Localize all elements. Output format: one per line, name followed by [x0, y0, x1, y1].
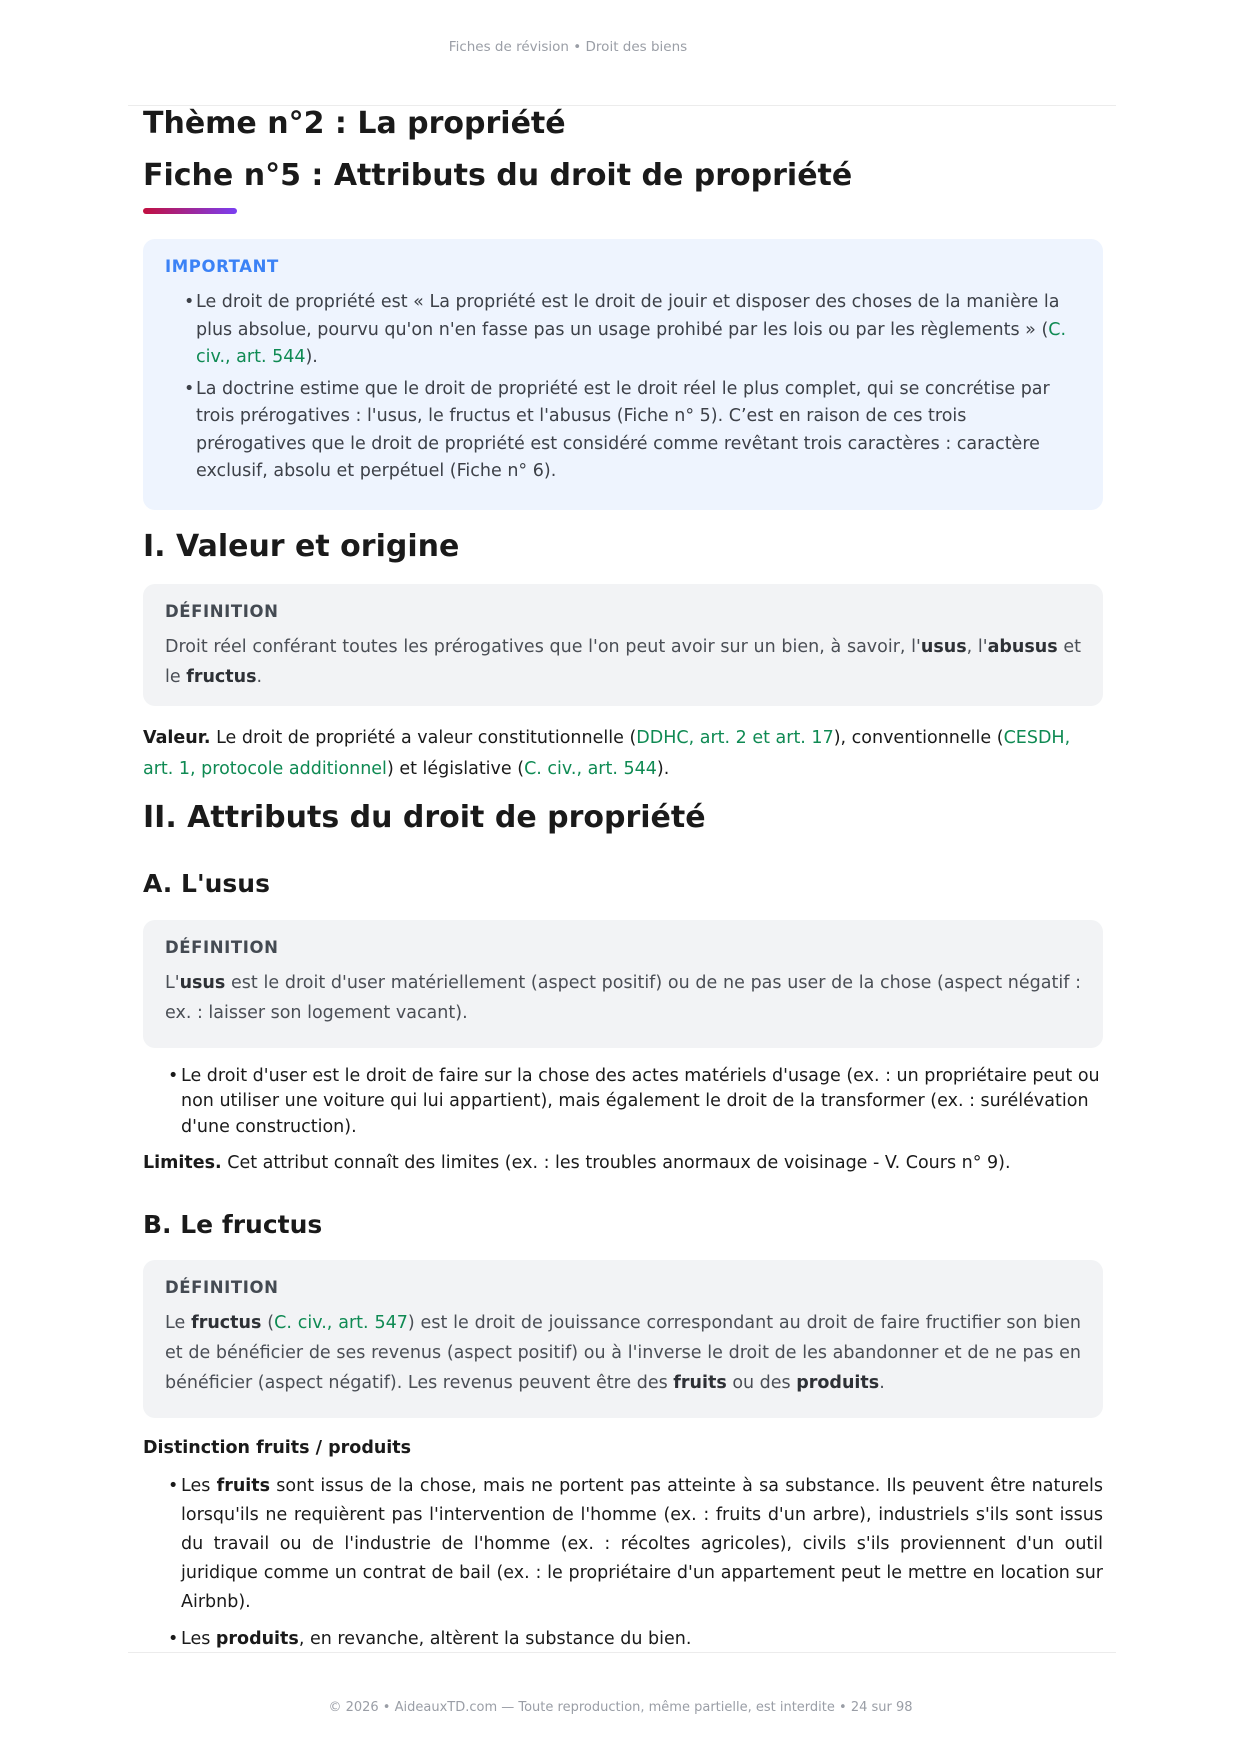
list-item: • Le droit d'user est le droit de faire sur la chose des actes matériels d'usage (ex. : un propriétaire peut ou non utiliser une voiture qui lui appartient), mais également le droit de la transformer (ex. : surélévation d'une construction).: [143, 1064, 1103, 1141]
article-link[interactable]: CESDH, art. 1, protocole additionnel: [143, 727, 1071, 779]
page-header-title: Fiches de révision • Droit des biens: [448, 39, 688, 55]
definition-callout: [143, 920, 1103, 1048]
limites-paragraph: Limites. Cet attribut connaît des limites (ex. : les troubles anormaux de voisinage - V. Cours n° 9).: [143, 1153, 1011, 1173]
subsection-heading: B. Le fructus: [143, 1210, 323, 1239]
definition-callout: [143, 584, 1103, 706]
list-item: • La doctrine estime que le droit de propriété est le droit réel le plus complet, qui se concrétise par trois prérogatives : l'usus, le fructus et l'abusus (Fiche n° 5). C’est en raison de ces trois prérogatives que le droit de propriété est considéré comme revêtant trois caractères : caractère exclusif, absolu et perpétuel (Fiche n° 6).: [165, 376, 1081, 486]
page-footer: © 2026 • AideauxTD.com — Toute reproduction, même partielle, est interdite • 24 sur 98: [328, 1700, 913, 1715]
article-link[interactable]: C. civ., art. 544: [524, 758, 657, 779]
important-label: IMPORTANT: [165, 257, 279, 276]
list-item: • Les fruits sont issus de la chose, mais ne portent pas atteinte à sa substance. Ils peuvent être naturels lorsqu'ils ne requièrent pas l'intervention de l'homme (ex. : fruits d'un arbre), industriels s'ils sont issus du travail ou de l'industrie de l'homme (ex. : récoltes agricoles), civils s'ils proviennent d'un outil juridique comme un contrat de bail (ex. : le propriétaire d'un appartement peut le mettre en location sur Airbnb).: [143, 1472, 1103, 1617]
subsection-heading: A. L'usus: [143, 868, 270, 898]
definition-label: DÉFINITION: [165, 937, 279, 957]
article-link[interactable]: DDHC, art. 2 et art. 17: [636, 727, 834, 748]
section-heading: I. Valeur et origine: [143, 528, 460, 564]
article-link[interactable]: C. civ., art. 547: [274, 1313, 408, 1333]
section-heading: II. Attributs du droit de propriété: [143, 799, 706, 835]
title-accent-bar: [143, 208, 237, 214]
valeur-paragraph: Valeur. Le droit de propriété a valeur constitutionnelle (DDHC, art. 2 et art. 17), conventionnelle (CESDH, art. 1, protocole additionnel) et législative (C. civ., art. 544).: [143, 727, 1071, 779]
important-list: [165, 289, 1081, 486]
list-item: • Le droit de propriété est « La propriété est le droit de jouir et disposer des choses de la manière la plus absolue, pourvu qu'on n'en fasse pas un usage prohibé par les lois ou par les règlements » (C. civ., art. 544).: [165, 289, 1081, 372]
distinction-list: [143, 1472, 1103, 1654]
page-content: [143, 104, 1103, 1662]
footer-divider: [128, 1652, 1116, 1653]
definition-label: DÉFINITION: [165, 601, 279, 621]
definition-callout: [143, 1260, 1103, 1418]
fiche-title: Fiche n°5 : Attributs du droit de propriété: [143, 158, 853, 193]
definition-label: DÉFINITION: [165, 1278, 279, 1297]
article-link[interactable]: C. civ., art. 544: [196, 319, 1067, 367]
list-item: • Les produits, en revanche, altèrent la substance du bien.: [143, 1625, 1103, 1654]
theme-title: Thème n°2 : La propriété: [143, 106, 566, 141]
definition-text: Droit réel conférant toutes les prérogatives que l'on peut avoir sur un bien, à savoir, l'usus, l'abusus et le fructus.: [165, 636, 1081, 687]
usus-list: [143, 1064, 1103, 1141]
important-callout: [143, 239, 1103, 510]
distinction-heading: Distinction fruits / produits: [143, 1438, 412, 1458]
definition-text: Le fructus (C. civ., art. 547) est le droit de jouissance correspondant au droit de faire fructifier son bien et de bénéficier de ses revenus (aspect positif) ou à l'inverse le droit de les abandonner et de ne pas en bénéficier (aspect négatif). Les revenus peuvent être des fruits ou des produits.: [165, 1313, 1082, 1393]
definition-text: L'usus est le droit d'user matériellement (aspect positif) ou de ne pas user de la chose (aspect négatif : ex. : laisser son logement vacant).: [165, 972, 1081, 1023]
